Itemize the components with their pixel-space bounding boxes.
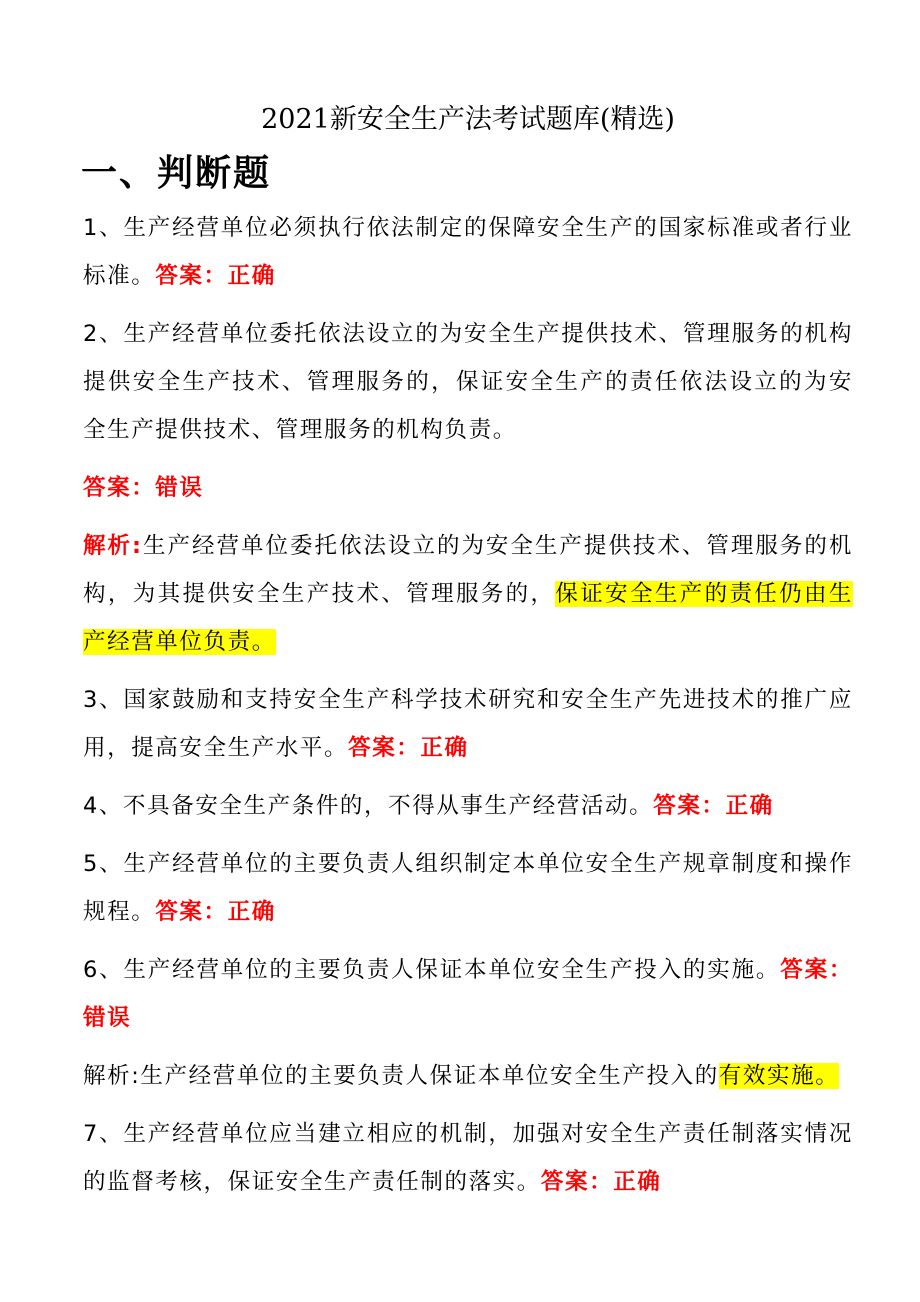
question-7 — [83, 1110, 853, 1206]
question-6-analysis-label: 解析: — [83, 1063, 141, 1089]
question-6-analysis — [83, 1052, 853, 1100]
question-1 — [83, 204, 853, 300]
question-6 — [83, 946, 853, 1042]
question-1-text: 1、生产经营单位必须执行依法制定的保障安全生产的国家标准或者行业标准。 — [83, 215, 853, 289]
question-2-analysis-highlight: 保证安全生产的责任仍由生产经营单位负责。 — [83, 581, 853, 655]
document-title: 2021新安全生产法考试题库(精选) — [261, 104, 675, 135]
question-2-text: 2、生产经营单位委托依法设立的为安全生产提供技术、管理服务的机构提供安全生产技术、管理服务的，保证安全生产的责任依法设立的为安全生产提供技术、管理服务的机构负责。 — [83, 321, 853, 443]
question-5 — [83, 840, 853, 936]
question-6-analysis-text: 生产经营单位的主要负责人保证本单位安全生产投入的 — [140, 1063, 719, 1089]
question-2-answer-line — [83, 464, 853, 512]
question-5-answer: 答案：正确 — [155, 899, 276, 925]
question-3-text: 3、国家鼓励和支持安全生产科学技术研究和安全生产先进技术的推广应用，提高安全生产水平。 — [83, 687, 853, 761]
question-7-answer: 答案：正确 — [540, 1169, 662, 1195]
question-2-answer: 答案：错误 — [83, 475, 204, 501]
question-1-answer: 答案：正确 — [155, 263, 276, 289]
section-heading: 一、判断题 — [81, 153, 272, 194]
question-6-analysis-highlight: 有效实施。 — [718, 1063, 840, 1089]
question-5-text: 5、生产经营单位的主要负责人组织制定本单位安全生产规章制度和操作规程。 — [83, 851, 853, 925]
question-2-analysis-label: 解析: — [83, 533, 143, 559]
question-6-text: 6、生产经营单位的主要负责人保证本单位安全生产投入的实施。 — [83, 957, 781, 983]
question-2 — [83, 310, 853, 454]
question-6-answer: 答案：错误 — [83, 957, 853, 1031]
question-4 — [83, 782, 853, 830]
question-3 — [83, 676, 853, 772]
question-4-answer: 答案：正确 — [653, 793, 774, 819]
question-2-analysis — [83, 522, 853, 666]
question-2-analysis-text: 生产经营单位委托依法设立的为安全生产提供技术、管理服务的机构，为其提供安全生产技术、管理服务的， — [83, 533, 853, 607]
document-page — [83, 98, 853, 1216]
question-7-text: 7、生产经营单位应当建立相应的机制，加强对安全生产责任制落实情况的监督考核，保证安全生产责任制的落实。 — [83, 1121, 853, 1195]
question-3-answer: 答案：正确 — [348, 735, 469, 761]
question-4-text: 4、不具备安全生产条件的，不得从事生产经营活动。 — [83, 793, 654, 819]
